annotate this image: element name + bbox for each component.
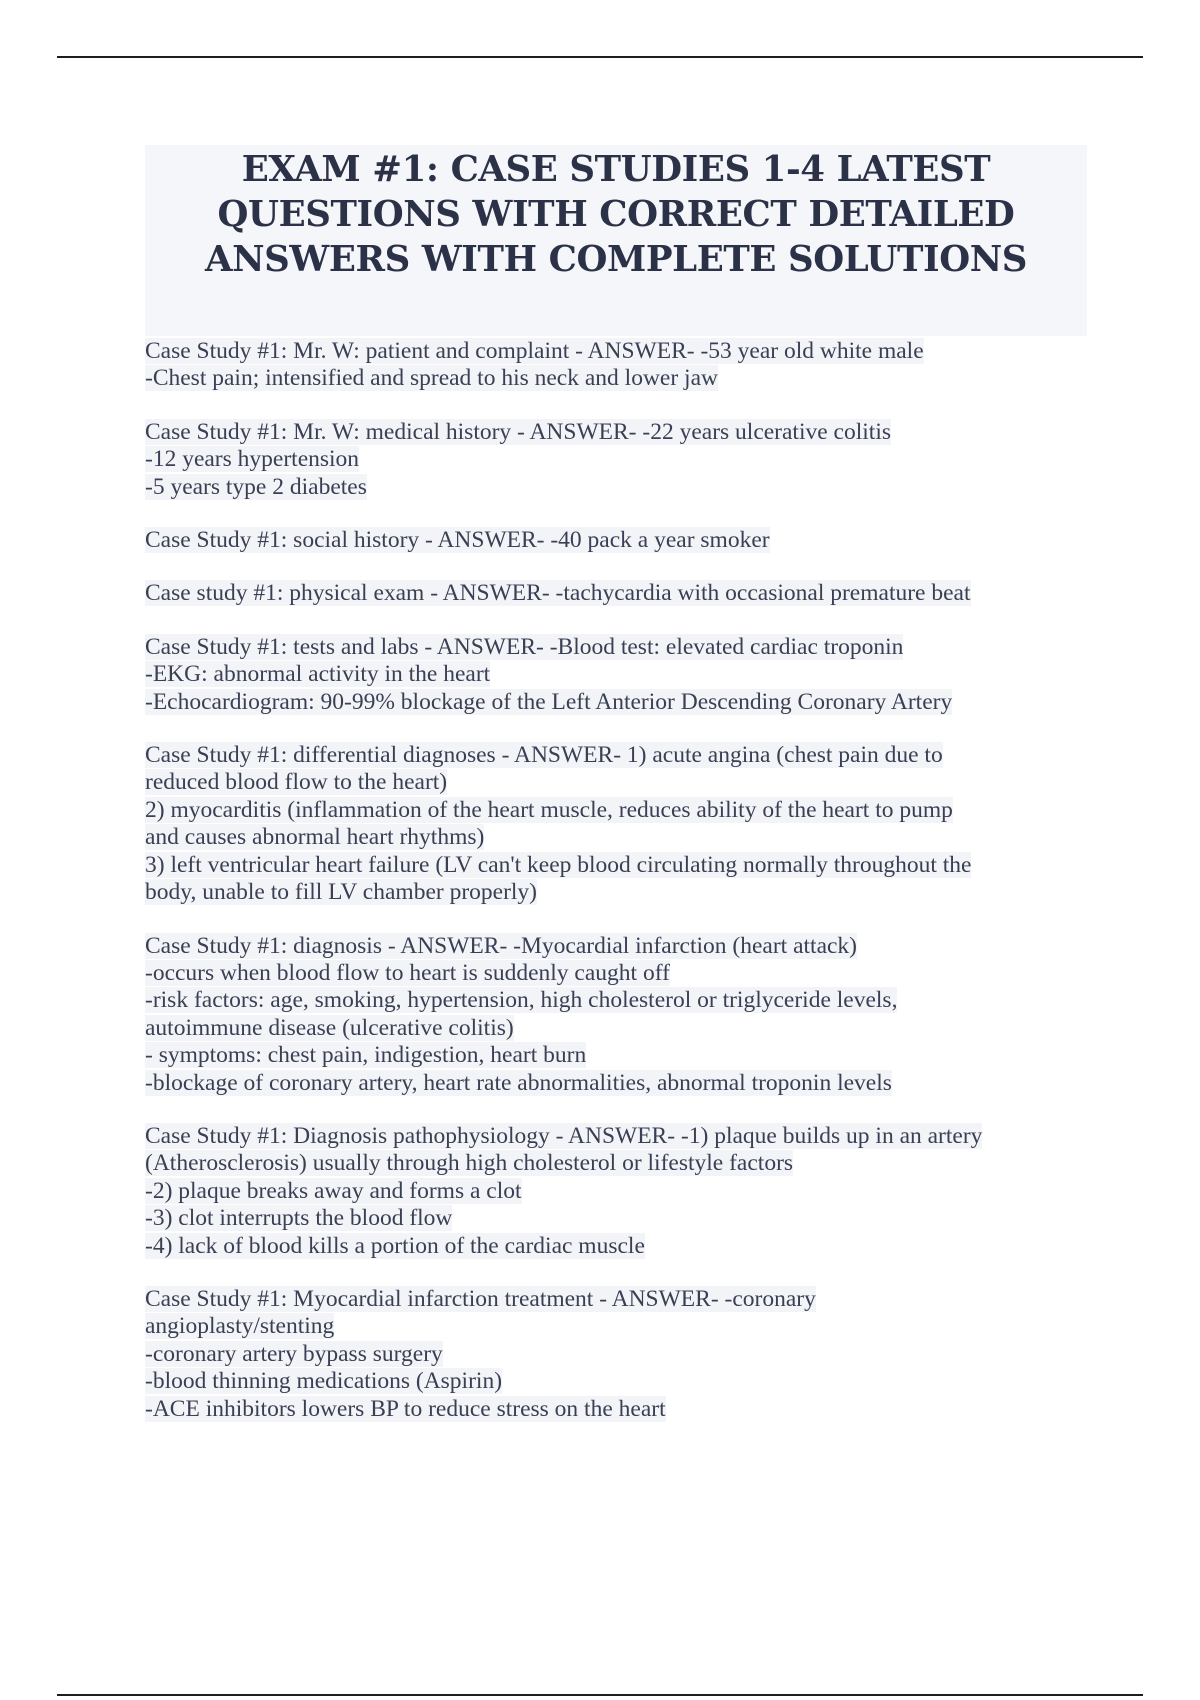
qa-item	[145, 742, 1095, 906]
qa-line: -occurs when blood flow to heart is suddenly caught off	[145, 959, 670, 986]
qa-line: -blood thinning medications (Aspirin)	[145, 1368, 503, 1395]
qa-item	[145, 527, 1095, 554]
qa-line: -3) clot interrupts the blood flow	[145, 1205, 453, 1232]
title-line: EXAM #1: CASE STUDIES 1-4 LATEST	[241, 149, 991, 190]
title-line: ANSWERS WITH COMPLETE SOLUTIONS	[204, 239, 1028, 280]
qa-line: Case Study #1: Diagnosis pathophysiology - ANSWER- -1) plaque builds up in an artery	[145, 1122, 983, 1149]
qa-line: -EKG: abnormal activity in the heart	[145, 661, 491, 688]
qa-line: body, unable to fill LV chamber properly)	[145, 879, 538, 906]
qa-line: -blockage of coronary artery, heart rate abnormalities, abnormal troponin levels	[145, 1069, 892, 1096]
qa-item	[145, 1286, 1095, 1423]
qa-line: 2) myocarditis (inflammation of the heart muscle, reduces ability of the heart to pump	[145, 796, 953, 823]
qa-line: (Atherosclerosis) usually through high cholesterol or lifestyle factors	[145, 1150, 794, 1177]
qa-item	[145, 933, 1095, 1097]
top-rule	[57, 56, 1143, 58]
qa-line: -coronary artery bypass surgery	[145, 1340, 443, 1367]
qa-item	[145, 1123, 1095, 1260]
qa-line: -Chest pain; intensified and spread to his neck and lower jaw	[145, 365, 718, 392]
qa-line: -5 years type 2 diabetes	[145, 473, 367, 500]
qa-line: Case study #1: physical exam - ANSWER- -tachycardia with occasional premature beat	[145, 580, 971, 607]
qa-line: -ACE inhibitors lowers BP to reduce stress on the heart	[145, 1395, 666, 1422]
qa-line: Case Study #1: diagnosis - ANSWER- -Myocardial infarction (heart attack)	[145, 932, 857, 959]
qa-item	[145, 580, 1095, 607]
qa-line: -12 years hypertension	[145, 446, 360, 473]
qa-line: -risk factors: age, smoking, hypertension, high cholesterol or triglyceride levels,	[145, 987, 898, 1014]
qa-line: Case Study #1: social history - ANSWER- -40 pack a year smoker	[145, 527, 770, 554]
qa-line: autoimmune disease (ulcerative colitis)	[145, 1014, 514, 1041]
title-line: QUESTIONS WITH CORRECT DETAILED	[217, 194, 1015, 235]
qa-line: 3) left ventricular heart failure (LV can't keep blood circulating normally throughout the	[145, 851, 972, 878]
bottom-rule	[57, 1694, 1143, 1696]
qa-line: -Echocardiogram: 90-99% blockage of the Left Anterior Descending Coronary Artery	[145, 688, 953, 715]
qa-line: angioplasty/stenting	[145, 1313, 335, 1340]
qa-line: -4) lack of blood kills a portion of the cardiac muscle	[145, 1232, 645, 1259]
qa-line: Case Study #1: Mr. W: medical history - ANSWER- -22 years ulcerative colitis	[145, 418, 891, 445]
qa-line: -2) plaque breaks away and forms a clot	[145, 1177, 522, 1204]
qa-line: and causes abnormal heart rhythms)	[145, 824, 485, 851]
qa-line: Case Study #1: Myocardial infarction treatment - ANSWER- -coronary	[145, 1285, 816, 1312]
qa-line: Case Study #1: differential diagnoses - ANSWER- 1) acute angina (chest pain due to	[145, 742, 943, 769]
qa-list	[145, 338, 1095, 1449]
qa-line: Case Study #1: tests and labs - ANSWER- -Blood test: elevated cardiac troponin	[145, 633, 904, 660]
qa-line: reduced blood flow to the heart)	[145, 769, 448, 796]
qa-line: Case Study #1: Mr. W: patient and complaint - ANSWER- -53 year old white male	[145, 338, 924, 364]
qa-item	[145, 419, 1095, 501]
qa-item	[145, 338, 1095, 393]
document-title	[145, 145, 1087, 336]
qa-item	[145, 634, 1095, 716]
qa-line: - symptoms: chest pain, indigestion, heart burn	[145, 1042, 587, 1069]
